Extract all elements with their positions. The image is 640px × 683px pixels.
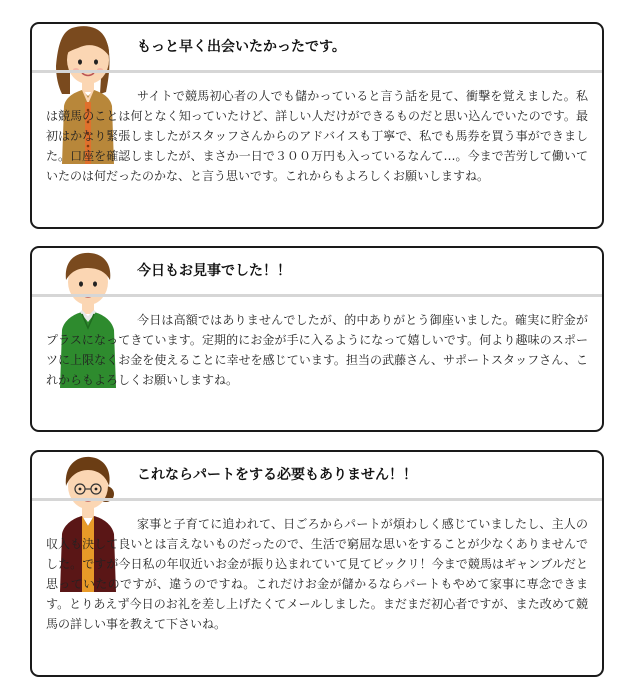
divider: [32, 294, 602, 297]
testimonial-title: もっと早く出会いたかったです。: [137, 39, 346, 55]
testimonial-card: [30, 450, 604, 677]
divider: [32, 498, 602, 501]
testimonial-card: [30, 246, 604, 432]
testimonial-body: 家事と子育てに追われて、日ごろからパートが煩わしく感じていましたし、主人の収入も決して良いとは言えないものだったので、生活で窮屈な思いをすることが少なくありませんでした。ですが今日私の年収近いお金が振り込まれていて見てビックリ！今まで競馬はギャンブルだと思っていたのですが、違うのですね。これだけお金が儲かるならパートもやめて家事に専念できます。とりあえず今日のお礼を差し上げたくてメールしました。まだまだ初心者ですが、また改めて競馬の詳しい事を教えて下さいね。: [46, 517, 588, 631]
testimonial-title: これならパートをする必要もありません！！: [137, 467, 417, 483]
testimonial-title: 今日もお見事でした！！: [137, 263, 291, 279]
testimonial-body: サイトで競馬初心者の人でも儲かっていると言う話を見て、衝撃を覚えました。私は競馬のことは何となく知っていたけど、詳しい人だけができるものだと思い込んでいたのです。最初はかなり緊張しましたがスタッフさんからのアドバイスも丁寧で、私でも馬券を買う事ができました。口座を確認しましたが、まさか一日で３００万円も入っているなんて…。今まで苦労して働いていたのは何だったのかな、と言う思いです。これからもよろしくお願いしますね。: [46, 89, 588, 183]
testimonial-card: [30, 22, 604, 229]
divider: [32, 70, 602, 73]
testimonial-body: 今日は高額ではありませんでしたが、的中ありがとう御座いました。確実に貯金がプラスになってきています。定期的にお金が手に入るようになって嬉しいです。何より趣味のスポーツに上限なくお金を使えることに幸せを感じています。担当の武藤さん、サポートスタッフさん、これからもよろしくお願いしますね。: [46, 313, 588, 387]
